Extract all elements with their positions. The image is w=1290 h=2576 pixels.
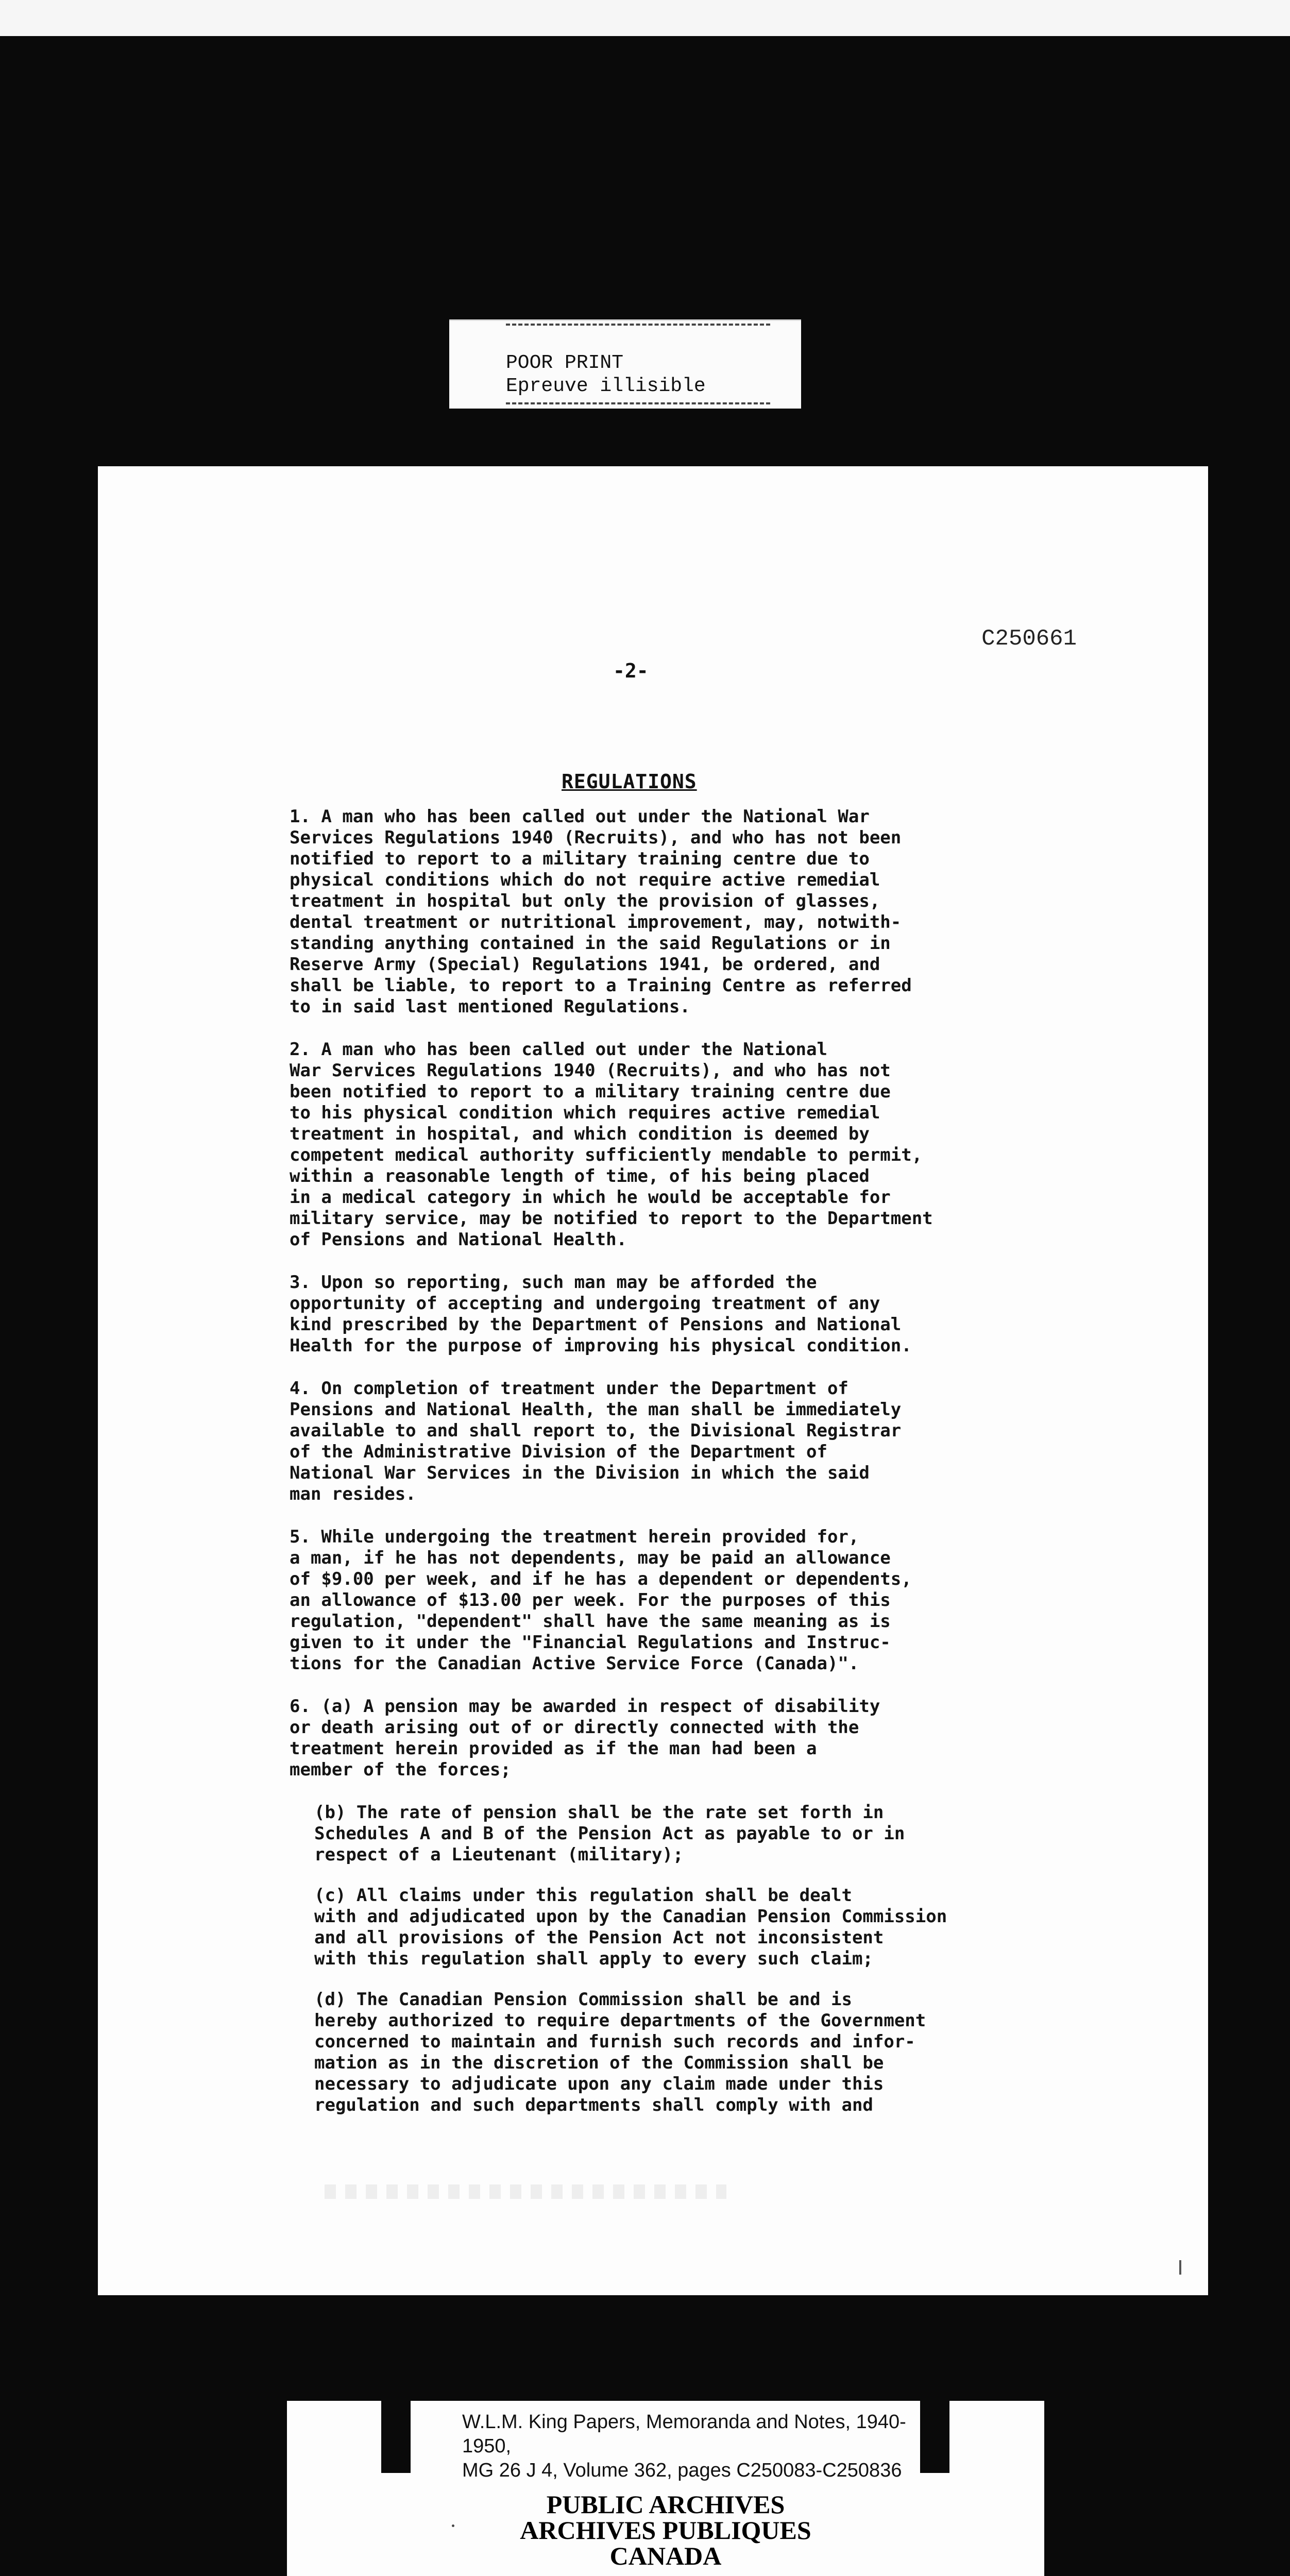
poor-print-text: POOR PRINT xyxy=(506,352,624,374)
paragraph-1: 1. A man who has been called out under the National War Services Regulations 1940 (Recruits), and who has not been notified to report to a military training centre due to physical conditions which do not require active remedial treatment in hospital but only the provision of glasses, dental treatment or nutritional improvement, may, notwith- standing anything contained in the said Regulations or in Reserve Army (Special) Regulations 1941, be ordered, and shall be liable, to report to a Training Centre as referred to in said last mentioned Regulations. xyxy=(290,806,912,1017)
document-body xyxy=(290,806,1165,2136)
dashed-rule-bottom xyxy=(506,402,770,404)
document-heading: REGULATIONS xyxy=(562,770,697,793)
archive-name-french: ARCHIVES PUBLIQUES xyxy=(520,2516,811,2545)
paragraph-3: 3. Upon so reporting, such man may be afforded the opportunity of accepting and undergoing treatment of any kind prescribed by the Department of Pensions and National Health for the purpose of improving his physical condition. xyxy=(290,1272,912,1356)
paragraph-2: 2. A man who has been called out under the National War Services Regulations 1940 (Recruits), and who has not been notified to report to a military training centre due to his physical condition which requires active remedial treatment in hospital, and which condition is deemed by competent medical authority sufficiently mendable to permit, within a reasonable length of time, of his being placed in a medical category in which he would be acceptable for military service, may be notified to report to the Department of Pensions and National Health. xyxy=(290,1039,933,1250)
paragraph-5: 5. While undergoing the treatment herein provided for, a man, if he has not dependents, may be paid an allowance of $9.00 per week, and if he has a dependent or dependents, an allowance of $13.00 per week. For the purposes of this regulation, "dependent" shall have the same meaning as is given to it under the "Financial Regulations and Instruc- tions for the Canadian Active Service Force (Canada)". xyxy=(290,1527,912,1674)
paragraph-6c: (c) All claims under this regulation shall be dealt with and adjudicated upon by the Canadian Pension Commission and all provisions of the Pension Act not inconsistent with this regulation shall apply to every such claim; xyxy=(314,1885,947,1969)
faint-bleed-through-text xyxy=(325,2184,726,2199)
page-number: -2- xyxy=(613,659,649,682)
top-film-strip xyxy=(0,0,1290,36)
corner-mark xyxy=(1179,2260,1181,2275)
poor-print-french-text: Epreuve illisible xyxy=(506,375,706,397)
citation-line-1: W.L.M. King Papers, Memoranda and Notes, 1940-1950, xyxy=(462,2411,906,2457)
dashed-rule-top xyxy=(506,324,770,326)
card-notch-left xyxy=(381,2401,411,2473)
paragraph-6b: (b) The rate of pension shall be the rate set forth in Schedules A and B of the Pension Act as payable to or in respect of a Lieutenant (military); xyxy=(314,1802,905,1865)
archive-country: CANADA xyxy=(609,2541,722,2570)
paragraph-6d: (d) The Canadian Pension Commission shall be and is hereby authorized to require departments of the Government concerned to maintain and furnish such records and infor- mation as in the discretion of the Commission shall be necessary to adjudicate upon any claim made under this regulation and such departments shall comply with and xyxy=(314,1989,926,2115)
citation-line-2: MG 26 J 4, Volume 362, pages C250083-C250836 xyxy=(462,2460,902,2481)
archive-citation-card xyxy=(287,2401,1044,2576)
document-id: C250661 xyxy=(981,626,1077,652)
citation xyxy=(462,2410,936,2483)
paragraph-4: 4. On completion of treatment under the Department of Pensions and National Health, the man shall be immediately available to and shall report to, the Divisional Registrar of the Administrative Division of the Department of National War Services in the Division in which the said man resides. xyxy=(290,1378,902,1504)
archive-name-english: PUBLIC ARCHIVES xyxy=(546,2490,785,2519)
document-page xyxy=(98,466,1208,2295)
poor-print-label xyxy=(449,319,801,409)
paragraph-6a: 6. (a) A pension may be awarded in respect of disability or death arising out of or directly connected with the treatment herein provided as if the man had been a member of the forces; xyxy=(290,1696,880,1780)
